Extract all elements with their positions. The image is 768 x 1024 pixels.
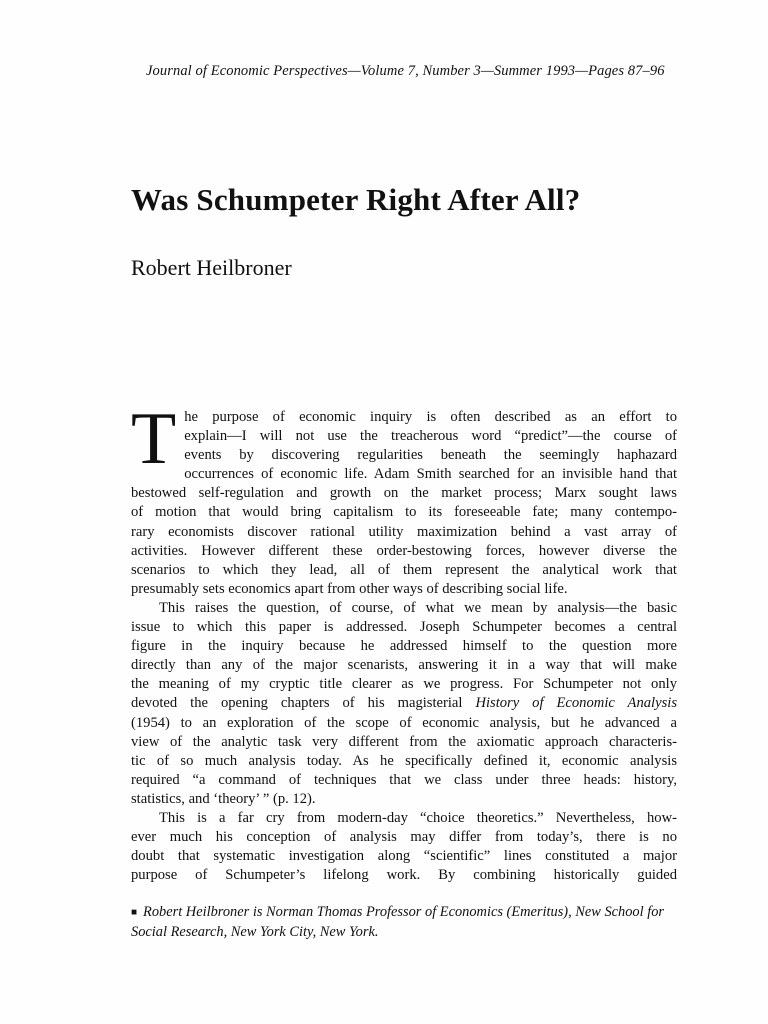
footnote-text: Robert Heilbroner is Norman Thomas Professor of Economics (Emeritus), New School for Social Research, New York City, New York. — [131, 904, 665, 940]
text-line: scenarios to which they lead, all of them represent the analytical work that — [131, 561, 677, 578]
text-line: rary economists discover rational utility maximization behind a vast array of — [131, 523, 677, 540]
article-body — [131, 398, 678, 885]
text-line: occurrences of economic life. Adam Smith searched for an invisible hand that — [184, 466, 677, 483]
running-head: Journal of Economic Perspectives—Volume 7, Number 3—Summer 1993—Pages 87–96 — [146, 63, 665, 79]
text-line: This raises the question, of course, of what we mean by analysis—the basic — [159, 599, 677, 616]
paragraph-1 — [131, 398, 677, 599]
text-line — [131, 694, 677, 713]
text-line: the meaning of my cryptic title clearer as we progress. For Schumpeter not only — [131, 676, 677, 693]
text-line: he purpose of economic inquiry is often described as an effort to — [184, 409, 677, 425]
text-line: directly than any of the major scenarists, answering it in a way that will make — [131, 657, 677, 674]
text-line: presumably sets economics apart from other ways of describing social life. — [131, 580, 568, 597]
author-footnote — [131, 903, 677, 942]
text-line: doubt that systematic investigation along “scientific” lines constituted a major — [131, 848, 677, 865]
text-line: of motion that would bring capitalism to its foreseeable fate; many contempo- — [131, 504, 677, 521]
drop-cap: T — [131, 398, 177, 480]
text-line: statistics, and ‘theory’ ” (p. 12). — [131, 790, 316, 807]
text-line: This is a far cry from modern-day “choice theoretics.” Nevertheless, how- — [159, 809, 677, 826]
text-line: explain—I will not use the treacherous word “predict”—the course of — [184, 428, 677, 445]
book-title: History of Economic Analysis — [475, 695, 678, 712]
text-line: activities. However different these order-bestowing forces, however diverse the — [131, 542, 677, 559]
paragraph-3 — [131, 809, 677, 885]
text-line: ever much his conception of analysis may differ from today’s, there is no — [131, 829, 677, 846]
text-line: purpose of Schumpeter’s lifelong work. By combining historically guided — [131, 867, 677, 884]
article-title: Was Schumpeter Right After All? — [131, 182, 581, 217]
text-line: view of the analytic task very different from the axiomatic approach characteris- — [131, 733, 677, 750]
footnote-bullet-icon: ■ — [131, 907, 138, 918]
author-name: Robert Heilbroner — [131, 255, 292, 280]
text-line: events by discovering regularities beneath the seemingly haphazard — [184, 447, 677, 464]
paragraph-2 — [131, 599, 677, 809]
text-segment: devoted the opening chapters of his magisterial — [131, 695, 476, 712]
text-line: tic of so much analysis today. As he specifically defined it, economic analysis — [131, 752, 677, 769]
text-line: bestowed self-regulation and growth on the market process; Marx sought laws — [131, 485, 677, 502]
text-line: (1954) to an exploration of the scope of economic analysis, but he advanced a — [131, 714, 677, 731]
text-line: issue to which this paper is addressed. Joseph Schumpeter becomes a central — [131, 619, 677, 636]
text-line: figure in the inquiry because he addressed himself to the question more — [131, 638, 677, 655]
text-line: required “a command of techniques that we class under three heads: history, — [131, 771, 677, 788]
